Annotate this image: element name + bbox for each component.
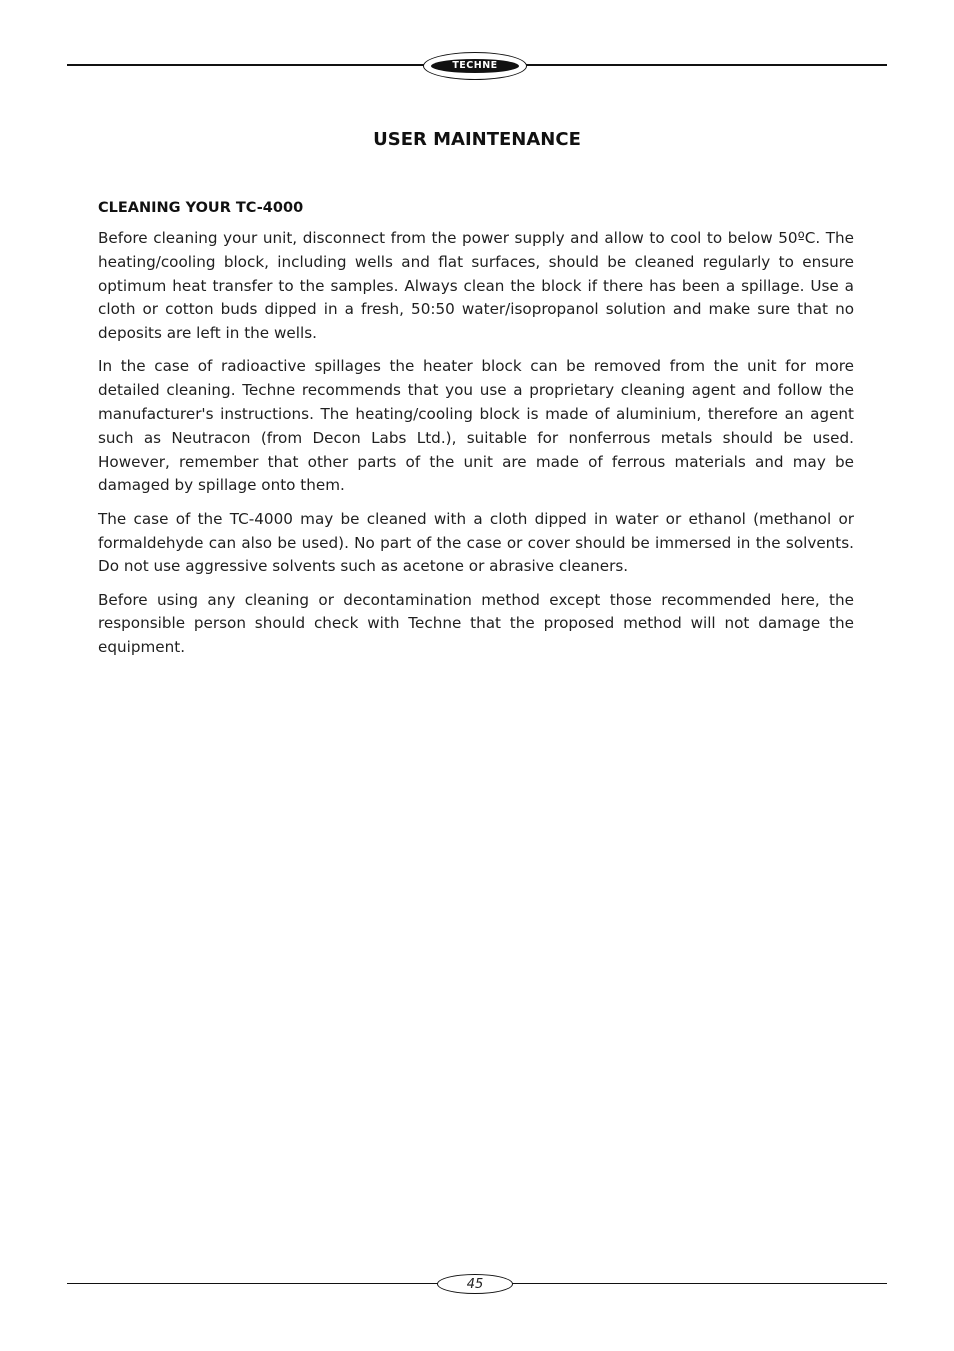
main-content xyxy=(98,200,854,670)
paragraph-decontamination-check: Before using any cleaning or decontamination method except those recommended here, the responsible person should check with Techne that the proposed method will not damage the equipment. xyxy=(98,590,854,657)
paragraph-case-cleaning: The case of the TC-4000 may be cleaned with a cloth dipped in water or ethanol (methanol or formaldehyde can also be used). No part of the case or cover should be immersed in the solvents. Do not use aggressive solvents such as acetone or abrasive cleaners. xyxy=(98,509,854,576)
techne-logo xyxy=(423,52,527,80)
paragraph-radioactive-spillages: In the case of radioactive spillages the heater block can be removed from the unit for more detailed cleaning. Techne recommends that you use a proprietary cleaning agent and follow the manufacturer's instructions. The heating/cooling block is made of aluminium, therefore an agent such as Neutracon (from Decon Labs Ltd.), suitable for nonferrous metals should be used. However, remember that other parts of the unit are made of ferrous materials and may be damaged by spillage onto them. xyxy=(98,357,854,495)
page-number: 45 xyxy=(437,1274,513,1294)
techne-logo-badge xyxy=(431,59,519,73)
page-title: USER MAINTENANCE xyxy=(373,129,581,150)
section-heading: CLEANING YOUR TC-4000 xyxy=(98,200,304,216)
logo-text: TECHNE xyxy=(452,60,498,72)
paragraph-disconnect-and-clean: Before cleaning your unit, disconnect from the power supply and allow to cool to below 50ºC. The heating/cooling block, including wells and flat surfaces, should be cleaned regularly to ensure optimum heat transfer to the samples. Always clean the block if there has been a spillage. Use a cloth or cotton buds dipped in a fresh, 50:50 water/isopropanol solution and make sure that no deposits are left in the wells. xyxy=(98,229,854,343)
